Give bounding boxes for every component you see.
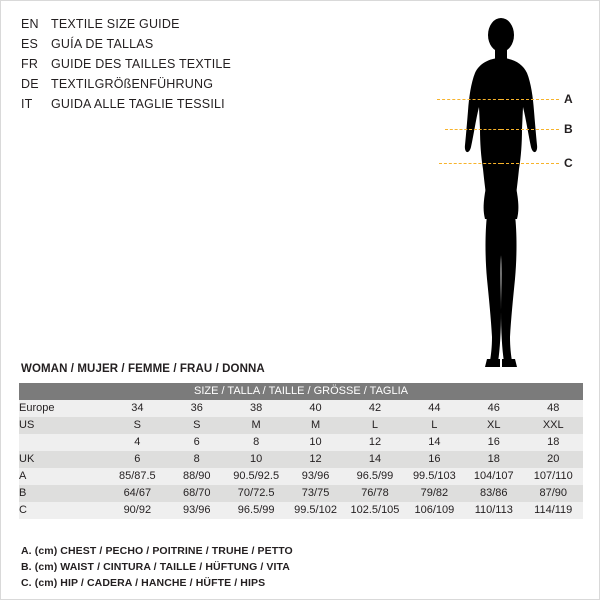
cell: 46 bbox=[464, 400, 523, 417]
hip-measure-line-body bbox=[439, 163, 501, 164]
cell: 40 bbox=[286, 400, 345, 417]
cell: M bbox=[226, 417, 285, 434]
cell: 18 bbox=[464, 451, 523, 468]
cell: 6 bbox=[167, 434, 226, 451]
cell: 83/86 bbox=[464, 485, 523, 502]
body-figure bbox=[401, 11, 591, 371]
cell: 102.5/105 bbox=[345, 502, 404, 519]
row-label: UK bbox=[19, 451, 108, 468]
cell: 79/82 bbox=[405, 485, 464, 502]
table-row bbox=[19, 485, 583, 502]
table-row bbox=[19, 502, 583, 519]
cell: 70/72.5 bbox=[226, 485, 285, 502]
cell: 12 bbox=[286, 451, 345, 468]
cell: 96.5/99 bbox=[226, 502, 285, 519]
row-label bbox=[19, 434, 108, 451]
language-row bbox=[21, 37, 351, 57]
cell: 93/96 bbox=[167, 502, 226, 519]
cell: 6 bbox=[108, 451, 167, 468]
measure-label-c: C bbox=[564, 156, 573, 170]
cell: 10 bbox=[286, 434, 345, 451]
row-label: B bbox=[19, 485, 108, 502]
cell: 76/78 bbox=[345, 485, 404, 502]
table-row bbox=[19, 400, 583, 417]
language-title: GUIDA ALLE TAGLIE TESSILI bbox=[51, 97, 225, 111]
cell: 48 bbox=[523, 400, 583, 417]
waist-measure-line-extend bbox=[501, 129, 559, 130]
measure-label-a: A bbox=[564, 92, 573, 106]
cell: 68/70 bbox=[167, 485, 226, 502]
language-title: GUÍA DE TALLAS bbox=[51, 37, 154, 51]
cell: 106/109 bbox=[405, 502, 464, 519]
language-row bbox=[21, 57, 351, 77]
cell: 90/92 bbox=[108, 502, 167, 519]
language-title: TEXTILGRÖßENFÜHRUNG bbox=[51, 77, 214, 91]
cell: XL bbox=[464, 417, 523, 434]
cell: L bbox=[345, 417, 404, 434]
chest-measure-line-body bbox=[437, 99, 501, 100]
cell: 14 bbox=[345, 451, 404, 468]
cell: 36 bbox=[167, 400, 226, 417]
cell: 104/107 bbox=[464, 468, 523, 485]
language-row bbox=[21, 17, 351, 37]
cell: 88/90 bbox=[167, 468, 226, 485]
cell: 114/119 bbox=[523, 502, 583, 519]
cell: 34 bbox=[108, 400, 167, 417]
row-label: A bbox=[19, 468, 108, 485]
table-row bbox=[19, 417, 583, 434]
cell: S bbox=[108, 417, 167, 434]
note-waist: B. (cm) WAIST / CINTURA / TAILLE / HÜFTUNG / VITA bbox=[21, 561, 290, 573]
cell: 16 bbox=[464, 434, 523, 451]
table-header-label: SIZE / TALLA / TAILLE / GRÖSSE / TAGLIA bbox=[19, 383, 583, 400]
group-title: WOMAN / MUJER / FEMME / FRAU / DONNA bbox=[21, 363, 265, 375]
language-list bbox=[21, 17, 351, 117]
language-code: DE bbox=[21, 77, 39, 91]
waist-measure-line-body bbox=[445, 129, 501, 130]
cell: 8 bbox=[226, 434, 285, 451]
cell: 14 bbox=[405, 434, 464, 451]
cell: 12 bbox=[345, 434, 404, 451]
language-code: IT bbox=[21, 97, 33, 111]
language-title: TEXTILE SIZE GUIDE bbox=[51, 17, 180, 31]
cell: 93/96 bbox=[286, 468, 345, 485]
cell: 20 bbox=[523, 451, 583, 468]
language-row bbox=[21, 77, 351, 97]
cell: 99.5/102 bbox=[286, 502, 345, 519]
cell: 87/90 bbox=[523, 485, 583, 502]
table-row bbox=[19, 468, 583, 485]
cell: 107/110 bbox=[523, 468, 583, 485]
row-label: Europe bbox=[19, 400, 108, 417]
cell: 90.5/92.5 bbox=[226, 468, 285, 485]
cell: 110/113 bbox=[464, 502, 523, 519]
cell: 42 bbox=[345, 400, 404, 417]
language-title: GUIDE DES TAILLES TEXTILE bbox=[51, 57, 232, 71]
measure-label-b: B bbox=[564, 122, 573, 136]
cell: 18 bbox=[523, 434, 583, 451]
cell: M bbox=[286, 417, 345, 434]
cell: 99.5/103 bbox=[405, 468, 464, 485]
cell: XXL bbox=[523, 417, 583, 434]
cell: 10 bbox=[226, 451, 285, 468]
cell: 85/87.5 bbox=[108, 468, 167, 485]
row-label: US bbox=[19, 417, 108, 434]
table-row bbox=[19, 451, 583, 468]
chest-measure-line-extend bbox=[501, 99, 559, 100]
cell: S bbox=[167, 417, 226, 434]
cell: 44 bbox=[405, 400, 464, 417]
language-code: FR bbox=[21, 57, 39, 71]
table-header-row bbox=[19, 383, 583, 400]
cell: L bbox=[405, 417, 464, 434]
language-row bbox=[21, 97, 351, 117]
cell: 96.5/99 bbox=[345, 468, 404, 485]
note-hip: C. (cm) HIP / CADERA / HANCHE / HÜFTE / HIPS bbox=[21, 577, 266, 589]
woman-silhouette-icon bbox=[431, 11, 571, 371]
size-table bbox=[19, 383, 583, 519]
cell: 38 bbox=[226, 400, 285, 417]
cell: 8 bbox=[167, 451, 226, 468]
row-label: C bbox=[19, 502, 108, 519]
table-row bbox=[19, 434, 583, 451]
measurement-notes bbox=[21, 543, 581, 591]
cell: 64/67 bbox=[108, 485, 167, 502]
cell: 73/75 bbox=[286, 485, 345, 502]
cell: 16 bbox=[405, 451, 464, 468]
cell: 4 bbox=[108, 434, 167, 451]
note-chest: A. (cm) CHEST / PECHO / POITRINE / TRUHE / PETTO bbox=[21, 545, 293, 557]
hip-measure-line-extend bbox=[501, 163, 559, 164]
language-code: ES bbox=[21, 37, 39, 51]
language-code: EN bbox=[21, 17, 39, 31]
